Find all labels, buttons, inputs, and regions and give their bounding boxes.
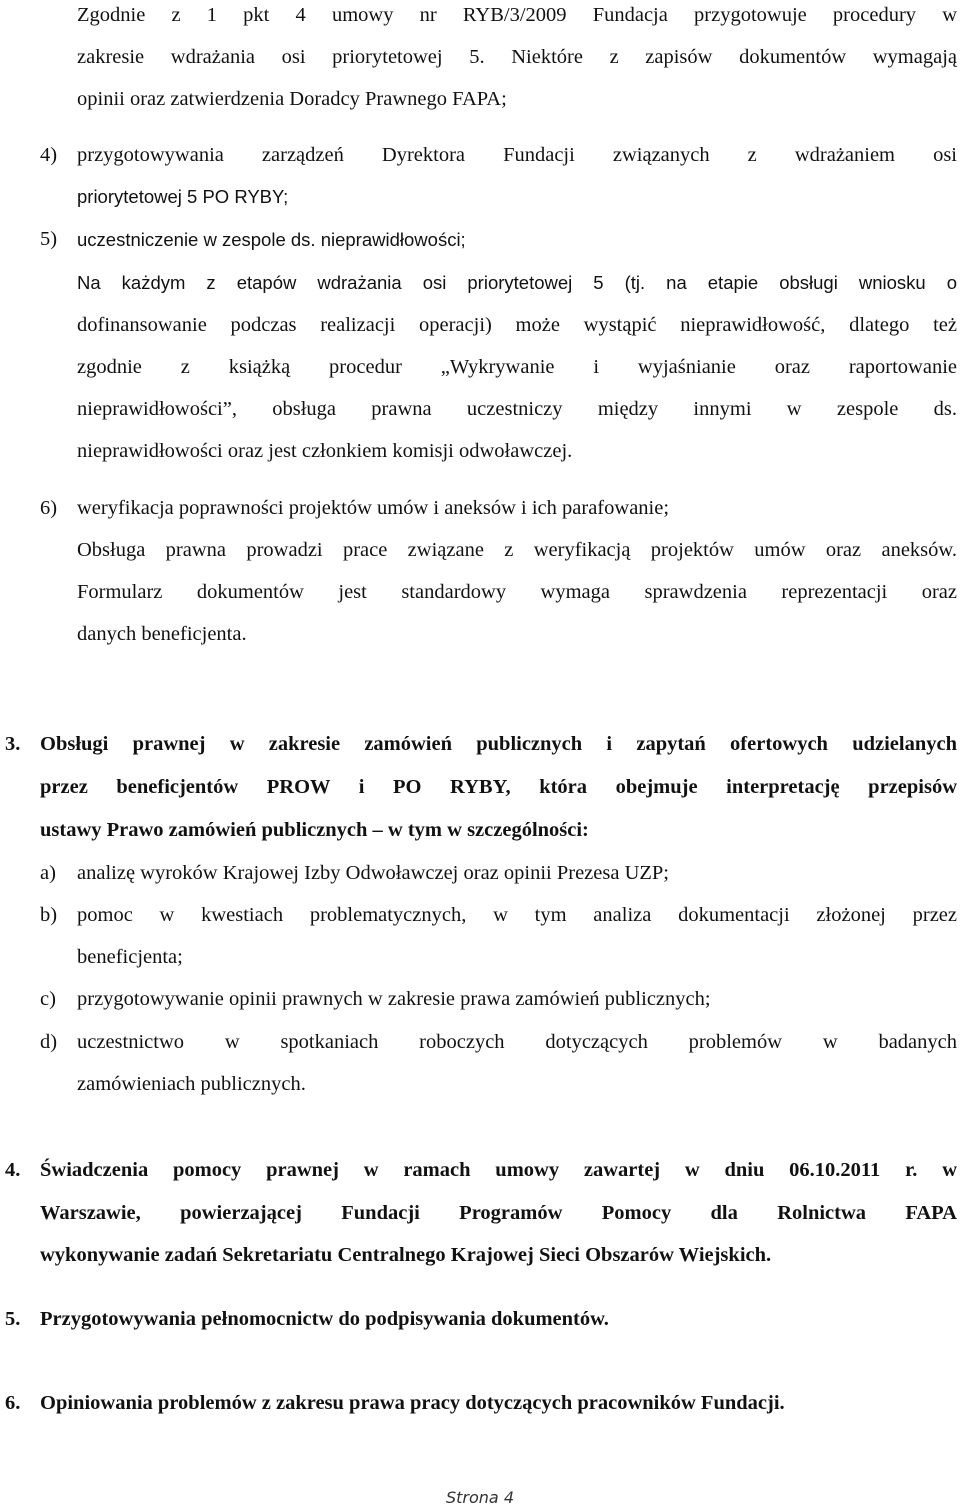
section-5-number: 5. (5, 1308, 21, 1330)
item-5-line-6: nieprawidłowości oraz jest członkiem komisji odwoławczej. (77, 440, 573, 462)
section-3-item-d-line-1: uczestnictwo w spotkaniach roboczych dotyczących problemów w badanych (77, 1031, 957, 1053)
section-3-item-d-number: d) (40, 1031, 58, 1053)
section-5-line-1: Przygotowywania pełnomocnictw do podpisywania dokumentów. (40, 1308, 609, 1330)
item-6-line-2: Obsługa prawna prowadzi prace związane z weryfikacją projektów umów oraz aneksów. (77, 539, 957, 561)
section-3-item-c-number: c) (40, 988, 56, 1010)
item-6-number: 6) (40, 497, 58, 519)
item-6-line-1: weryfikacja poprawności projektów umów i aneksów i ich parafowanie; (77, 497, 670, 519)
item-6-line-3: Formularz dokumentów jest standardowy wymaga sprawdzenia reprezentacji oraz (77, 581, 957, 603)
section-3-item-b-line-2: beneficjenta; (77, 946, 183, 968)
item-5-number: 5) (40, 228, 58, 250)
section-3-item-b-line-1: pomoc w kwestiach problematycznych, w tym analiza dokumentacji złożonej przez (77, 904, 957, 926)
section-4-line-1: Świadczenia pomocy prawnej w ramach umowy zawartej w dniu 06.10.2011 r. w (40, 1159, 957, 1181)
item-5-line-2: Na każdym z etapów wdrażania osi priorytetowej 5 (tj. na etapie obsługi wniosku o (77, 272, 957, 293)
section-3-heading-line-1: Obsługi prawnej w zakresie zamówień publicznych i zapytań ofertowych udzielanych (40, 733, 957, 755)
intro-line-2: zakresie wdrażania osi priorytetowej 5. Niektóre z zapisów dokumentów wymagają (77, 46, 957, 68)
section-6-line-1: Opiniowania problemów z zakresu prawa pracy dotyczących pracowników Fundacji. (40, 1392, 785, 1414)
item-6-line-4: danych beneficjenta. (77, 623, 247, 645)
section-3-item-a-number: a) (40, 862, 56, 884)
section-3-item-b-number: b) (40, 904, 58, 926)
section-4-line-3: wykonywanie zadań Sekretariatu Centralnego Krajowej Sieci Obszarów Wiejskich. (40, 1244, 772, 1266)
item-5-line-3: dofinansowanie podczas realizacji operacji) może wystąpić nieprawidłowość, dlatego też (77, 314, 957, 336)
page-number-footer: Strona 4 (445, 1488, 514, 1507)
item-4-line-1: przygotowywania zarządzeń Dyrektora Fundacji związanych z wdrażaniem osi (77, 144, 957, 166)
section-4-line-2: Warszawie, powierzającej Fundacji Programów Pomocy dla Rolnictwa FAPA (40, 1202, 957, 1224)
section-3-item-c: przygotowywanie opinii prawnych w zakresie prawa zamówień publicznych; (77, 988, 711, 1010)
section-3-number: 3. (5, 733, 21, 755)
section-3-item-d-line-2: zamówieniach publicznych. (77, 1073, 306, 1095)
section-3-item-a: analizę wyroków Krajowej Izby Odwoławczej oraz opinii Prezesa UZP; (77, 862, 670, 884)
intro-line-1: Zgodnie z 1 pkt 4 umowy nr RYB/3/2009 Fundacja przygotowuje procedury w (77, 4, 957, 26)
item-5-line-4: zgodnie z książką procedur „Wykrywanie i wyjaśnianie oraz raportowanie (77, 356, 957, 378)
section-4-number: 4. (5, 1159, 21, 1181)
section-6-number: 6. (5, 1392, 21, 1414)
intro-line-3: opinii oraz zatwierdzenia Doradcy Prawnego FAPA; (77, 88, 507, 110)
item-5-line-5: nieprawidłowości”, obsługa prawna uczestniczy między innymi w zespole ds. (77, 398, 957, 420)
section-3-heading-line-2: przez beneficjentów PROW i PO RYBY, która obejmuje interpretację przepisów (40, 776, 957, 798)
section-3-heading-line-3: ustawy Prawo zamówień publicznych – w tym w szczególności: (40, 819, 589, 841)
item-4-line-2: priorytetowej 5 PO RYBY; (77, 186, 289, 207)
item-5-line-1: uczestniczenie w zespole ds. nieprawidłowości; (77, 229, 466, 250)
item-4-number: 4) (40, 144, 58, 166)
